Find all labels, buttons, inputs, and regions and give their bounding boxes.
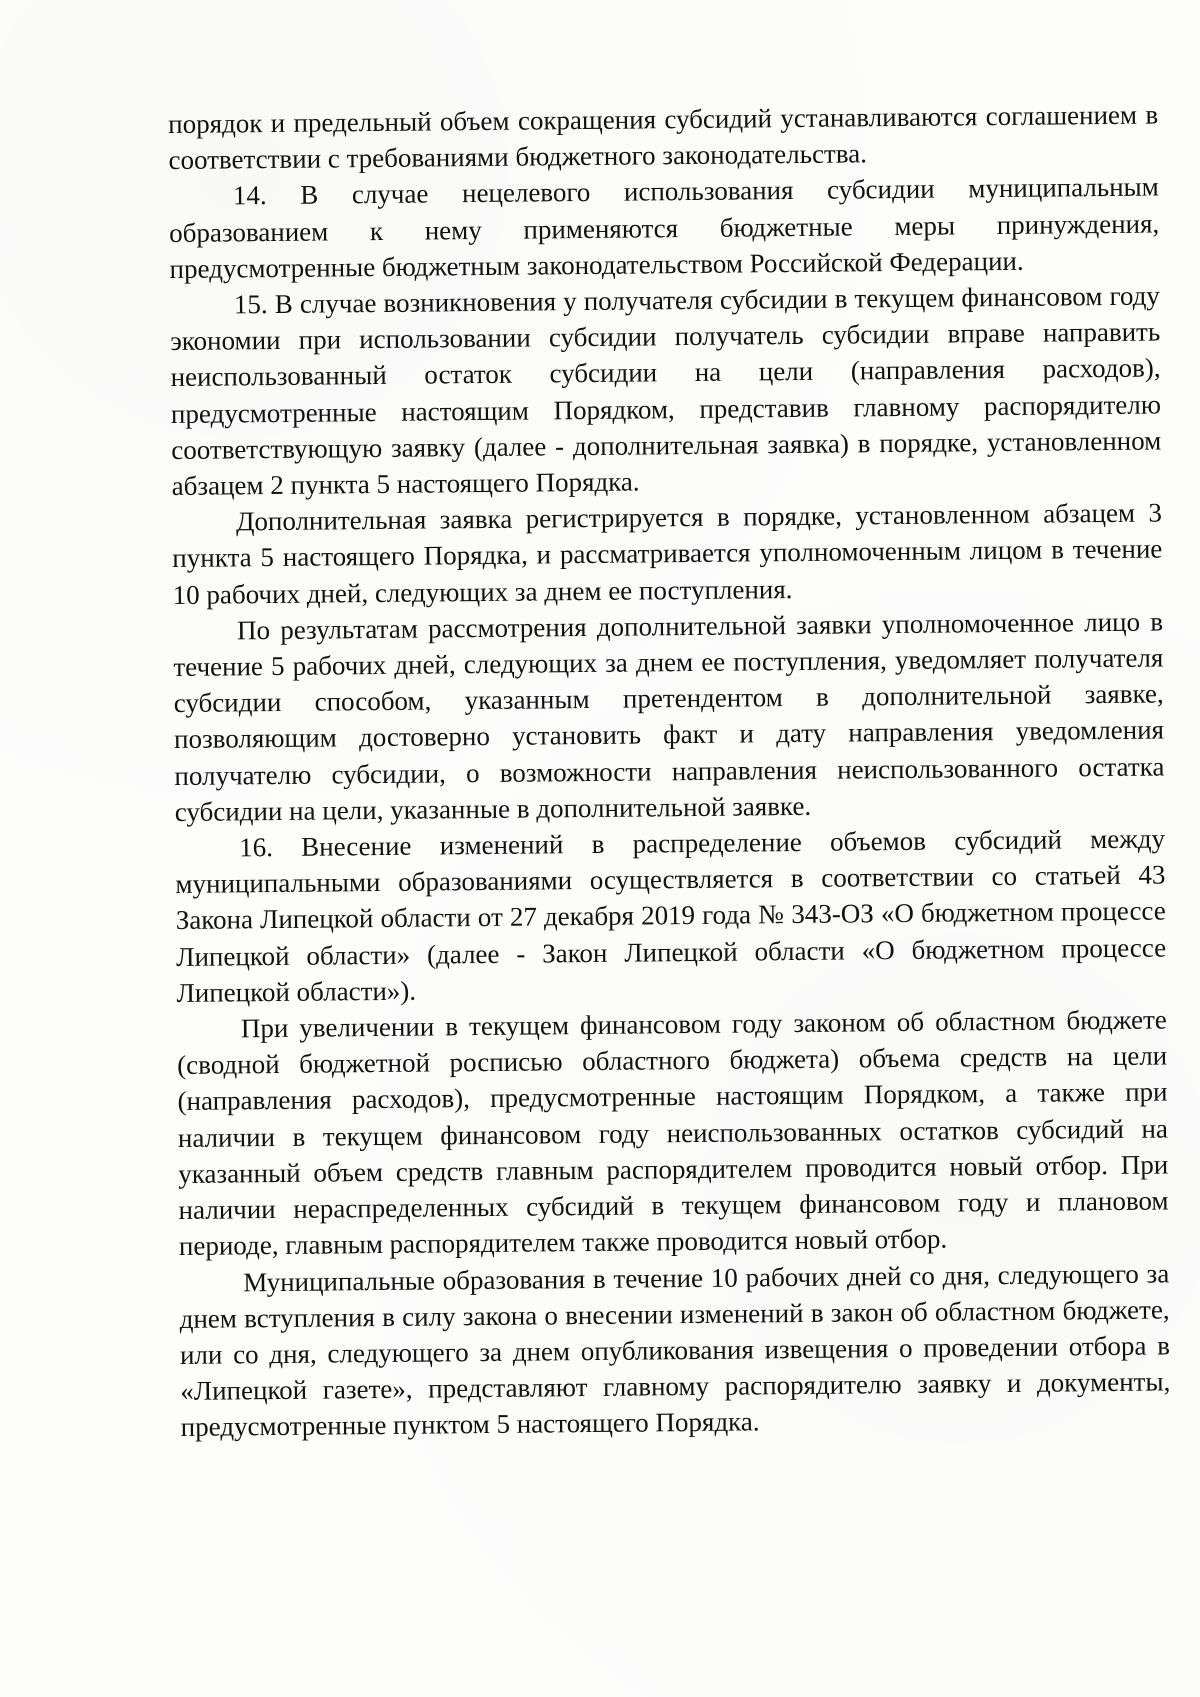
paragraph-15-additional-application: Дополнительная заявка регистрируется в порядке, установленном абзацем 3 пункта 5 настоящего Порядка, и рассматривается уполномоченным лицом в течение 10 рабочих дней, следующих за днем ее поступления.	[172, 497, 1163, 610]
document-body	[168, 96, 1171, 1445]
paragraph-15: 15. В случае возникновения у получателя субсидии в текущем финансовом году экономии при использовании субсидии получатель субсидии вправе направить неиспользованный остаток субсидии на цели (направления расходов), предусмотренные настоящим Порядком, представив главному распорядителю соответствующую заявку (далее - дополнительная заявка) в порядке, установленном абзацем 2 пункта 5 настоящего Порядка.	[170, 280, 1162, 502]
paragraph-13-continuation: порядок и предельный объем сокращения субсидий устанавливаются соглашением в соответствии с требованиями бюджетного законодательства.	[168, 99, 1159, 176]
paragraph-16: 16. Внесение изменений в распределение объемов субсидий между муниципальными образованиями осуществляется в соответствии со статьей 43 Закона Липецкой области от 27 декабря 2019 года № 343-ОЗ «О бюджетном процессе Липецкой области» (далее - Закон Липецкой области «О бюджетном процессе Липецкой области»).	[175, 823, 1167, 1008]
paragraph-16-budget-increase: При увеличении в текущем финансовом году законом об областном бюджете (сводной бюджетной росписью областного бюджета) объема средств на цели (направления расходов), предусмотренные настоящим Порядком, а также при наличии в текущем финансовом году неиспользованных остатков субсидий на указанный объем средств главным распорядителем проводится новый отбор. При наличии нераспределенных субсидий в текущем финансовом году и плановом периоде, главным распорядителем также проводится новый отбор.	[177, 1004, 1169, 1262]
paragraph-14: 14. В случае нецелевого использования субсидии муниципальным образованием к нему применяются бюджетные меры принуждения, предусмотренные бюджетным законодательством Российской Федерации.	[169, 171, 1160, 284]
paragraph-15-review-results: По результатам рассмотрения дополнительной заявки уполномоченное лицо в течение 5 рабочих дней, следующих за днем ее поступления, уведомляет получателя субсидии способом, указанным претендентом в дополнительной заявке, позволяющим достоверно установить факт и дату направления уведомления получателю субсидии, о возможности направления неиспользованного остатка субсидии на цели, указанные в дополнительной заявке.	[173, 606, 1165, 827]
paragraph-16-municipal-submission: Муниципальные образования в течение 10 рабочих дней со дня, следующего за днем вступления в силу закона о внесении изменений в закон об областном бюджете, или со дня, следующего за днем опубликования извещения о проведении отбора в «Липецкой газете», представляют главному распорядителю заявку и документы, предусмотренные пунктом 5 настоящего Порядка.	[179, 1257, 1171, 1443]
